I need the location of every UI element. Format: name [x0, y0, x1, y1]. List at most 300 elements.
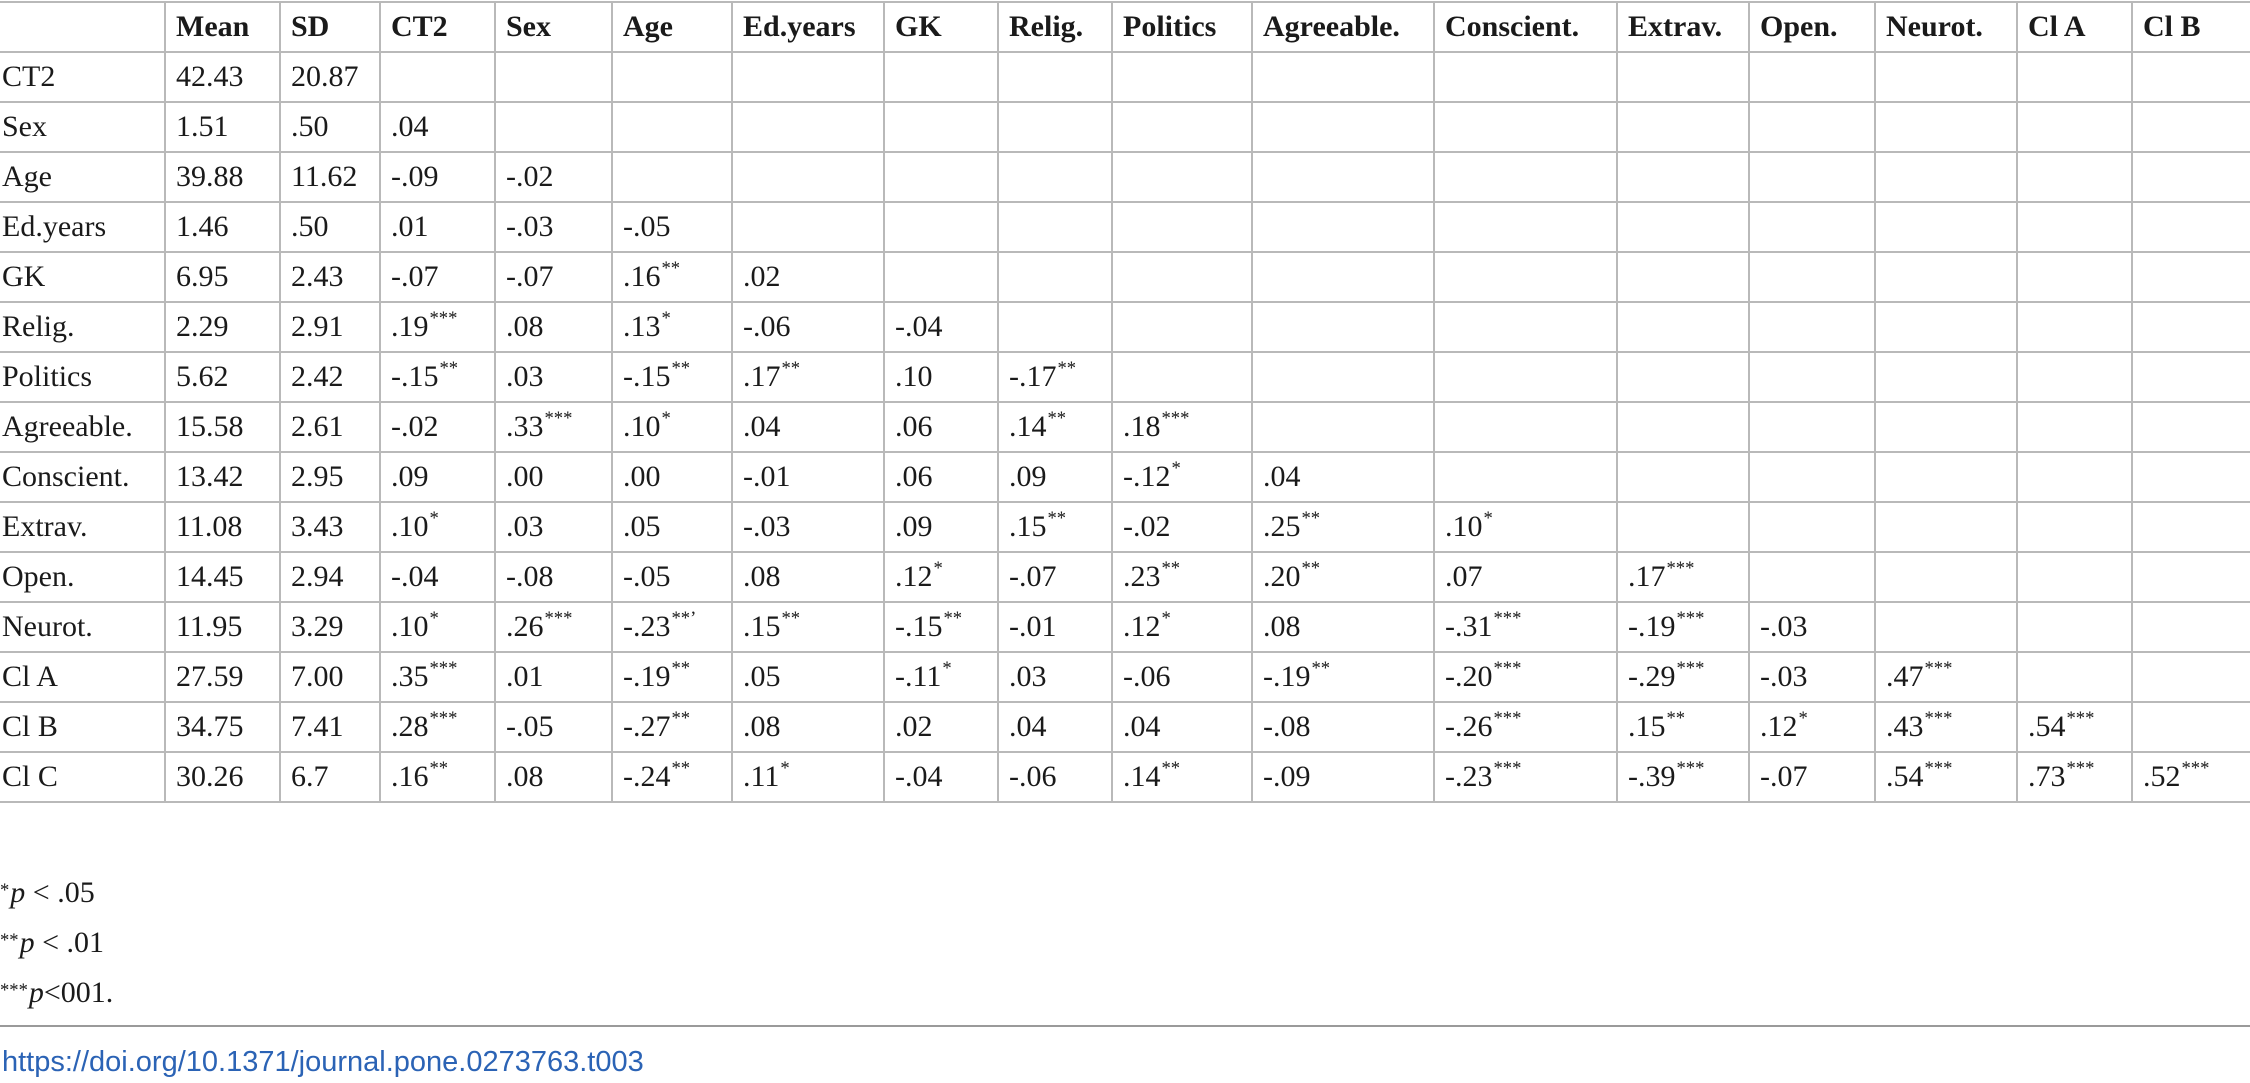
footnote-mark: *	[0, 880, 10, 901]
header-corner-cell	[0, 2, 165, 52]
table-cell	[280, 302, 380, 352]
empty-cell	[1112, 302, 1252, 352]
cell-value: 2.61	[291, 410, 344, 443]
empty-cell	[1434, 302, 1617, 352]
cell-value: 15.58	[176, 410, 244, 443]
cell-value: .47	[1886, 660, 1924, 693]
row-label: GK	[0, 252, 165, 302]
empty-cell	[2017, 152, 2132, 202]
cell-value: .35	[391, 660, 429, 693]
empty-cell	[2017, 302, 2132, 352]
empty-cell	[1617, 352, 1749, 402]
empty-cell	[1875, 452, 2017, 502]
significance-mark: ***	[429, 308, 458, 329]
table-cell	[280, 702, 380, 752]
table-cell	[998, 652, 1112, 702]
footnote-text: < .05	[25, 876, 95, 909]
cell-value: -.02	[506, 160, 554, 193]
table-cell	[998, 552, 1112, 602]
table-cell	[732, 402, 884, 452]
empty-cell	[1749, 552, 1875, 602]
cell-value: -.02	[1123, 510, 1171, 543]
column-header: Neurot.	[1875, 2, 2017, 52]
table-cell	[1875, 702, 2017, 752]
column-header: CT2	[380, 2, 495, 52]
significance-mark: *	[661, 308, 671, 329]
table-cell	[495, 352, 612, 402]
doi-link[interactable]: https://doi.org/10.1371/journal.pone.0273763.t003	[2, 1046, 644, 1078]
table-cell	[280, 552, 380, 602]
column-header: Sex	[495, 2, 612, 52]
table-cell	[380, 202, 495, 252]
table-cell	[1749, 652, 1875, 702]
table-cell	[612, 502, 732, 552]
cell-value: -.04	[895, 310, 943, 343]
cell-value: 11.62	[291, 160, 358, 193]
footnote-text: <001.	[43, 976, 114, 1009]
significance-mark: *	[1161, 608, 1171, 629]
cell-value: .11	[743, 760, 780, 793]
cell-value: -.05	[623, 210, 671, 243]
table-cell	[280, 202, 380, 252]
empty-cell	[1617, 52, 1749, 102]
cell-value: -.27	[623, 710, 671, 743]
cell-value: -.19	[1628, 610, 1676, 643]
row-label: Cl B	[0, 702, 165, 752]
row-label: Agreeable.	[0, 402, 165, 452]
empty-cell	[2017, 402, 2132, 452]
cell-value: 39.88	[176, 160, 244, 193]
cell-value: -.05	[623, 560, 671, 593]
empty-cell	[2132, 602, 2250, 652]
cell-value: .00	[506, 460, 544, 493]
table-cell	[165, 752, 280, 802]
cell-value: .05	[623, 510, 661, 543]
cell-value: .00	[623, 460, 661, 493]
table-cell	[1252, 752, 1434, 802]
empty-cell	[998, 252, 1112, 302]
significance-mark: ***	[2066, 708, 2095, 729]
cell-value: -.02	[391, 410, 439, 443]
table-row	[0, 152, 2250, 202]
significance-mark: **	[661, 258, 681, 279]
table-cell	[732, 552, 884, 602]
table-cell	[165, 552, 280, 602]
empty-cell	[2017, 602, 2132, 652]
cell-value: -.07	[1009, 560, 1057, 593]
cell-value: -.07	[391, 260, 439, 293]
cell-value: .06	[895, 410, 933, 443]
table-cell	[280, 402, 380, 452]
header-row	[0, 2, 2250, 52]
empty-cell	[998, 152, 1112, 202]
empty-cell	[1749, 402, 1875, 452]
empty-cell	[1749, 152, 1875, 202]
cell-value: .03	[506, 510, 544, 543]
cell-value: -.26	[1445, 710, 1493, 743]
cell-value: -.03	[506, 210, 554, 243]
table-cell	[165, 302, 280, 352]
empty-cell	[1875, 352, 2017, 402]
table-cell	[495, 402, 612, 452]
column-header: Relig.	[998, 2, 1112, 52]
cell-value: .10	[1445, 510, 1483, 543]
cell-value: .10	[895, 360, 933, 393]
cell-value: .54	[1886, 760, 1924, 793]
table-cell	[1617, 752, 1749, 802]
empty-cell	[2132, 202, 2250, 252]
cell-value: -.06	[1009, 760, 1057, 793]
cell-value: .02	[895, 710, 933, 743]
empty-cell	[1252, 52, 1434, 102]
empty-cell	[1617, 452, 1749, 502]
cell-value: -.12	[1123, 460, 1171, 493]
table-cell	[280, 152, 380, 202]
cell-value: .09	[391, 460, 429, 493]
cell-value: .04	[1263, 460, 1301, 493]
significance-mark: *	[429, 608, 439, 629]
cell-value: .10	[623, 410, 661, 443]
cell-value: .09	[895, 510, 933, 543]
empty-cell	[1434, 252, 1617, 302]
table-cell	[1617, 652, 1749, 702]
table-cell	[884, 552, 998, 602]
empty-cell	[1749, 502, 1875, 552]
table-cell	[1252, 452, 1434, 502]
row-label: Age	[0, 152, 165, 202]
table-cell	[165, 352, 280, 402]
table-cell	[495, 502, 612, 552]
cell-value: .04	[1009, 710, 1047, 743]
significance-mark: **	[781, 358, 801, 379]
row-label: Sex	[0, 102, 165, 152]
significance-mark: ***	[544, 408, 573, 429]
significance-mark: **	[1047, 408, 1067, 429]
table-body	[0, 52, 2250, 802]
empty-cell	[1434, 152, 1617, 202]
cell-value: 6.7	[291, 760, 329, 793]
table-cell	[612, 752, 732, 802]
cell-value: -.08	[1263, 710, 1311, 743]
table-cell	[732, 752, 884, 802]
empty-cell	[1617, 102, 1749, 152]
table-cell	[612, 702, 732, 752]
empty-cell	[380, 52, 495, 102]
table-cell	[380, 302, 495, 352]
significance-mark: **	[1301, 508, 1321, 529]
table-cell	[380, 452, 495, 502]
table-cell	[1112, 552, 1252, 602]
column-header: Ed.years	[732, 2, 884, 52]
significance-mark: **	[671, 758, 691, 779]
cell-value: -.23	[623, 610, 671, 643]
cell-value: -.19	[1263, 660, 1311, 693]
table-row	[0, 202, 2250, 252]
empty-cell	[1875, 252, 2017, 302]
empty-cell	[732, 152, 884, 202]
empty-cell	[1749, 302, 1875, 352]
cell-value: .19	[391, 310, 429, 343]
empty-cell	[1875, 402, 2017, 452]
significance-mark: ***	[544, 608, 573, 629]
cell-value: .16	[391, 760, 429, 793]
cell-value: 2.42	[291, 360, 344, 393]
cell-value: -.04	[895, 760, 943, 793]
table-cell	[1112, 602, 1252, 652]
empty-cell	[1749, 102, 1875, 152]
table-cell	[380, 602, 495, 652]
empty-cell	[884, 252, 998, 302]
cell-value: .14	[1009, 410, 1047, 443]
significance-mark: ***	[1676, 608, 1705, 629]
table-cell	[732, 602, 884, 652]
cell-value: 30.26	[176, 760, 244, 793]
table-cell	[884, 602, 998, 652]
table-cell	[612, 302, 732, 352]
table-cell	[380, 502, 495, 552]
table-cell	[884, 752, 998, 802]
cell-value: .09	[1009, 460, 1047, 493]
table-cell	[998, 602, 1112, 652]
table-cell	[884, 302, 998, 352]
empty-cell	[1252, 402, 1434, 452]
empty-cell	[1617, 202, 1749, 252]
table-row	[0, 352, 2250, 402]
table-cell	[1617, 702, 1749, 752]
table-cell	[495, 752, 612, 802]
cell-value: -.04	[391, 560, 439, 593]
empty-cell	[884, 52, 998, 102]
cell-value: -.03	[1760, 610, 1808, 643]
cell-value: .17	[1628, 560, 1666, 593]
cell-value: .54	[2028, 710, 2066, 743]
cell-value: 20.87	[291, 60, 359, 93]
table-cell	[998, 752, 1112, 802]
significance-mark: ***	[1924, 708, 1953, 729]
footnote-p-symbol: p	[19, 926, 35, 959]
significance-mark: ***	[429, 708, 458, 729]
footnote-p05	[0, 868, 113, 918]
empty-cell	[495, 52, 612, 102]
empty-cell	[1875, 602, 2017, 652]
empty-cell	[2017, 52, 2132, 102]
cell-value: .01	[506, 660, 544, 693]
cell-value: 13.42	[176, 460, 244, 493]
table-cell	[380, 252, 495, 302]
significance-mark: ***	[1493, 608, 1522, 629]
cell-value: -.03	[743, 510, 791, 543]
cell-value: -.08	[506, 560, 554, 593]
empty-cell	[884, 202, 998, 252]
table-cell	[380, 752, 495, 802]
table-cell	[1434, 652, 1617, 702]
cell-value: 2.91	[291, 310, 344, 343]
footnote-p-symbol: p	[28, 976, 44, 1009]
column-header: Open.	[1749, 2, 1875, 52]
footnote-p001	[0, 968, 113, 1018]
significance-mark: **	[1161, 558, 1181, 579]
empty-cell	[1112, 52, 1252, 102]
significance-mark: ***	[1493, 708, 1522, 729]
cell-value: .08	[743, 710, 781, 743]
significance-mark: **	[671, 658, 691, 679]
cell-value: .50	[291, 210, 329, 243]
cell-value: 5.62	[176, 360, 229, 393]
table-row	[0, 602, 2250, 652]
table-cell	[1252, 502, 1434, 552]
table-cell	[1434, 552, 1617, 602]
empty-cell	[1112, 352, 1252, 402]
table-cell	[1112, 452, 1252, 502]
table-cell	[380, 702, 495, 752]
empty-cell	[2132, 552, 2250, 602]
cell-value: 11.08	[176, 510, 243, 543]
row-label: Politics	[0, 352, 165, 402]
cell-value: .52	[2143, 760, 2181, 793]
cell-value: .01	[391, 210, 429, 243]
table-cell	[612, 252, 732, 302]
empty-cell	[612, 102, 732, 152]
column-header: Age	[612, 2, 732, 52]
empty-cell	[2017, 502, 2132, 552]
cell-value: -.15	[623, 360, 671, 393]
significance-mark: ***	[1493, 658, 1522, 679]
cell-value: 7.41	[291, 710, 344, 743]
cell-value: -.06	[743, 310, 791, 343]
table-cell	[732, 702, 884, 752]
table-cell	[612, 452, 732, 502]
cell-value: -.03	[1760, 660, 1808, 693]
significance-mark: ***	[1924, 758, 1953, 779]
table-cell	[1112, 502, 1252, 552]
table-cell	[612, 552, 732, 602]
cell-value: -.09	[391, 160, 439, 193]
row-label: Extrav.	[0, 502, 165, 552]
empty-cell	[1617, 302, 1749, 352]
table-cell	[884, 352, 998, 402]
cell-value: .15	[1628, 710, 1666, 743]
empty-cell	[2132, 702, 2250, 752]
table-cell	[1434, 502, 1617, 552]
table-cell	[280, 352, 380, 402]
empty-cell	[1617, 152, 1749, 202]
empty-cell	[1617, 252, 1749, 302]
empty-cell	[732, 102, 884, 152]
table-cell	[495, 202, 612, 252]
table-cell	[495, 152, 612, 202]
significance-mark: **	[671, 358, 691, 379]
table-cell	[165, 252, 280, 302]
empty-cell	[1749, 52, 1875, 102]
significance-mark: ***	[1676, 658, 1705, 679]
cell-value: .03	[506, 360, 544, 393]
empty-cell	[2132, 502, 2250, 552]
significance-mark: ***	[1676, 758, 1705, 779]
significance-mark: **	[1301, 558, 1321, 579]
cell-value: 42.43	[176, 60, 244, 93]
cell-value: .17	[743, 360, 781, 393]
column-header: SD	[280, 2, 380, 52]
cell-value: 2.95	[291, 460, 344, 493]
cell-value: -.20	[1445, 660, 1493, 693]
empty-cell	[732, 52, 884, 102]
footnote-mark: **	[0, 930, 19, 951]
empty-cell	[2132, 252, 2250, 302]
empty-cell	[998, 102, 1112, 152]
empty-cell	[2017, 652, 2132, 702]
table-cell	[884, 402, 998, 452]
empty-cell	[2132, 452, 2250, 502]
column-header: Politics	[1112, 2, 1252, 52]
cell-value: .04	[1123, 710, 1161, 743]
significance-mark: **	[1057, 358, 1077, 379]
table-cell	[495, 302, 612, 352]
significance-mark: ***	[2066, 758, 2095, 779]
empty-cell	[1749, 352, 1875, 402]
empty-cell	[1875, 152, 2017, 202]
empty-cell	[1434, 402, 1617, 452]
empty-cell	[1749, 452, 1875, 502]
column-header: Cl A	[2017, 2, 2132, 52]
significance-mark: **	[1311, 658, 1331, 679]
table-cell	[165, 502, 280, 552]
empty-cell	[2017, 102, 2132, 152]
table-cell	[998, 452, 1112, 502]
empty-cell	[1749, 252, 1875, 302]
significance-mark: **	[781, 608, 801, 629]
empty-cell	[998, 202, 1112, 252]
cell-value: 2.29	[176, 310, 229, 343]
empty-cell	[2132, 402, 2250, 452]
table-cell	[380, 102, 495, 152]
table-cell	[165, 602, 280, 652]
cell-value: -.07	[506, 260, 554, 293]
cell-value: .13	[623, 310, 661, 343]
significance-mark: **	[1047, 508, 1067, 529]
significance-mark: *	[1171, 458, 1181, 479]
table-cell	[732, 502, 884, 552]
significance-mark: ***	[2181, 758, 2210, 779]
footnote-mark: ***	[0, 980, 28, 1001]
table-footnotes	[0, 868, 113, 1018]
table-cell	[1112, 652, 1252, 702]
cell-value: -.11	[895, 660, 942, 693]
table-cell	[998, 502, 1112, 552]
empty-cell	[1112, 252, 1252, 302]
empty-cell	[998, 302, 1112, 352]
table-cell	[732, 302, 884, 352]
cell-value: .08	[1263, 610, 1301, 643]
cell-value: .43	[1886, 710, 1924, 743]
table-cell	[1252, 702, 1434, 752]
table-cell	[612, 202, 732, 252]
table-cell	[612, 602, 732, 652]
row-label: Relig.	[0, 302, 165, 352]
cell-value: .12	[1760, 710, 1798, 743]
cell-value: -.01	[1009, 610, 1057, 643]
cell-value: .06	[895, 460, 933, 493]
significance-mark: ***	[1666, 558, 1695, 579]
table-row	[0, 652, 2250, 702]
empty-cell	[2132, 352, 2250, 402]
table-cell	[495, 452, 612, 502]
row-label: Open.	[0, 552, 165, 602]
cell-value: -.01	[743, 460, 791, 493]
table-row	[0, 502, 2250, 552]
table-cell	[165, 402, 280, 452]
table-row	[0, 402, 2250, 452]
cell-value: .25	[1263, 510, 1301, 543]
